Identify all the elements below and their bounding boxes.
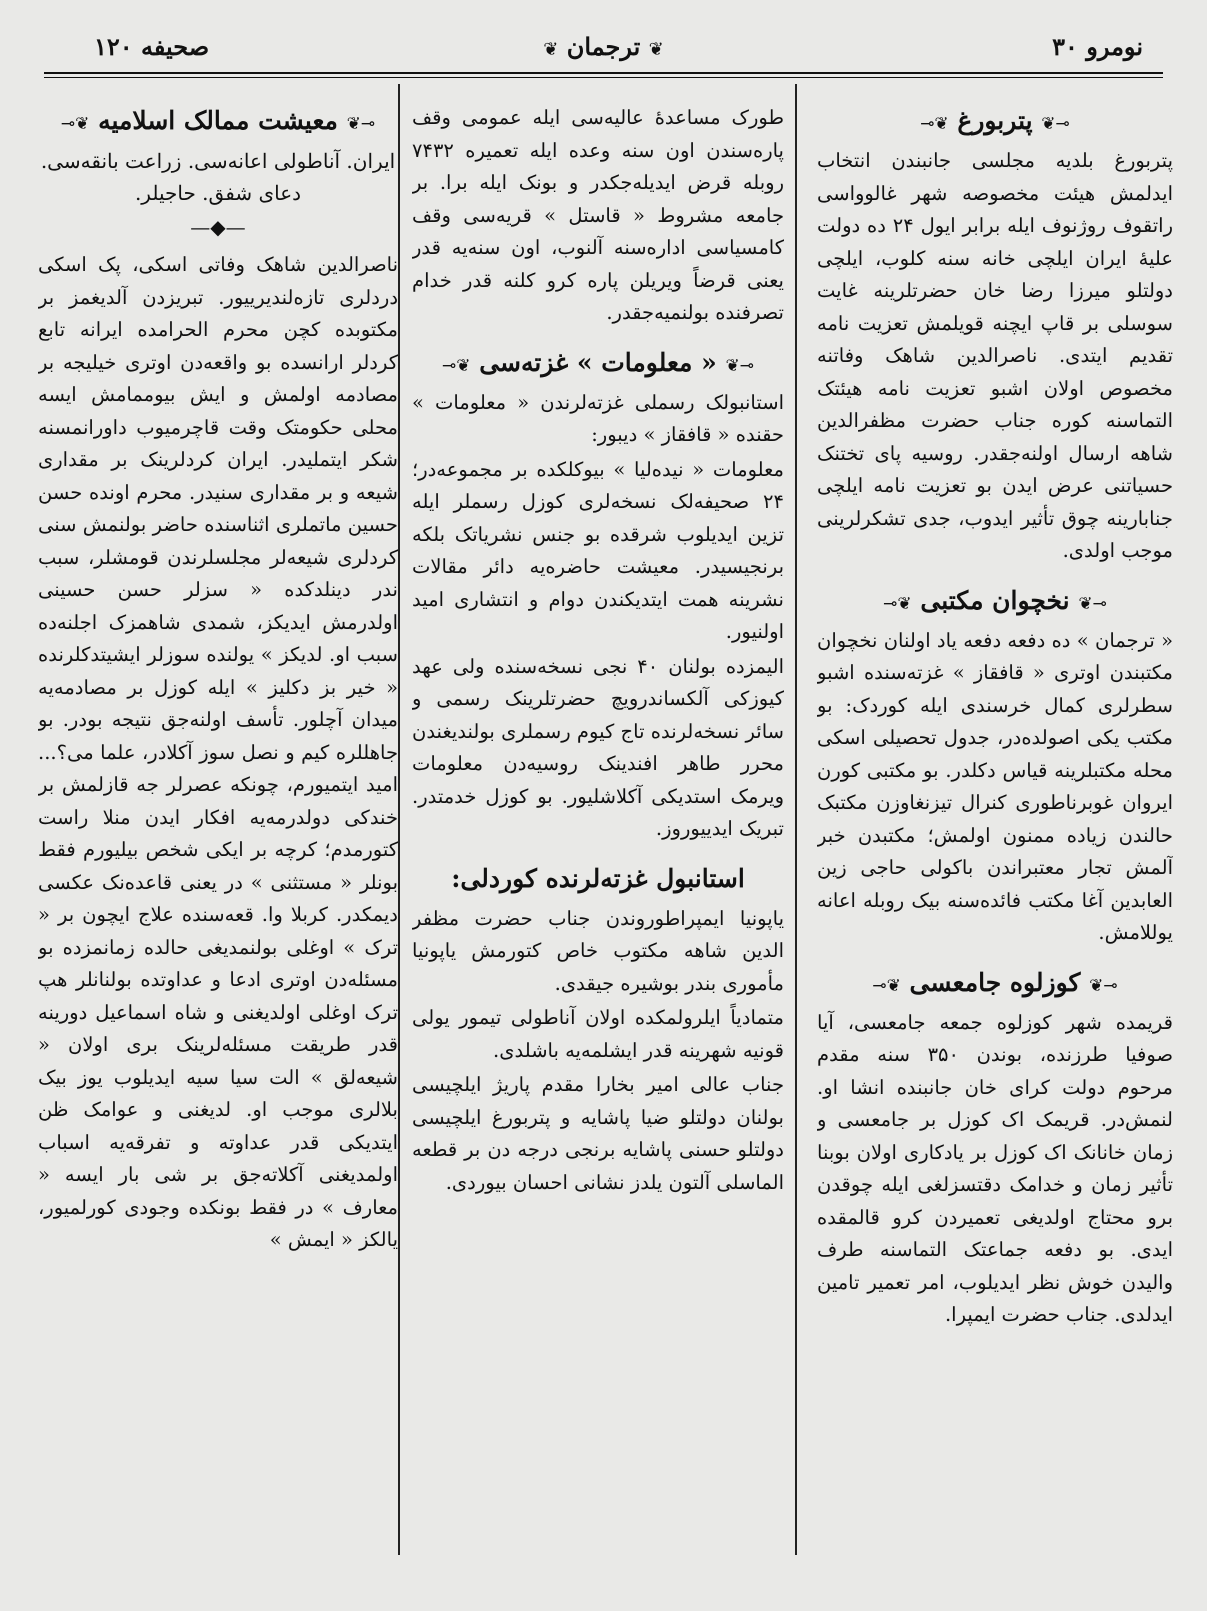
article-paragraph: قریمده شهر کوزلوه جمعه جامعسی، آیا صوفیا طرزنده، بوندن ۳۵۰ سنه مقدم مرحوم دولت کرای خان جانبنده انشا او. لنمش‌در. قریمک اک کوزل بر جامعسی و زمان خانانک اک کوزل بر یادکاری اولان بوبنا تأثیر زمان و خدامک دقتسزلغی ایله چوقدن برو محتاج اولدیغی تعمیردن کرو قالمقده ایدی. بو دفعه جماعتک التماسنه طرف والیدن خوش نظر ایدیلوب، امر تعمیر تامین ایدلدی. جناب حضرت ایمپرا.: [817, 1010, 1173, 1326]
column-right: [817, 88, 1173, 1551]
header-rule-thin: [44, 77, 1163, 78]
page-header: [44, 28, 1163, 74]
ornament-icon: ⊸❦: [1078, 593, 1107, 614]
ornament-icon: ⊸❦: [346, 114, 376, 134]
ornament-icon: ⊸❦: [725, 355, 754, 376]
ornament-icon: ❦⊸: [60, 114, 90, 134]
ornament-icon: ❦⊸: [442, 355, 471, 376]
issue-number-label: نومرو ۳۰: [1052, 32, 1143, 61]
newspaper-title: [44, 32, 1163, 61]
ornament-icon: ❦⊸: [883, 593, 912, 614]
section-title-istanbul: استانبول غزته‌لرنده کوردلی:: [451, 863, 745, 893]
newspaper-title-text: ترجمان: [566, 32, 641, 61]
section-divider: —◆—: [190, 215, 246, 239]
ornament-icon: ❦: [543, 39, 559, 60]
article-paragraph: الیمزده بولنان ۴۰ نجی نسخه‌سنده ولی عهد کیوزکی آلکساندرویچ حضرتلرینک رسمی و سائر نسخه‌لرنده تاج کیوم رسملری بولندیغندن محرر طاهر افندینک روسیه‌دن معلومات ویرمک استدیکی آکلاشلیور. بو کوزل خدمتدر. تبریک ایدییوروز.: [412, 654, 784, 840]
article-paragraph: معلومات « نیده‌لیا » بیوکلکده بر مجموعه‌در؛ ۲۴ صحیفه‌لک نسخه‌لری کوزل رسملر ایله تزین ایدیلوب شرقده بو جنس نشریاتک بلکه برنجیسیدر. معیشت حاضره‌یه دائر مقالات نشرینه همت ایتدیکندن دوام و انتشاری امید اولنیور.: [412, 457, 784, 643]
article-paragraph: یاپونیا ایمپراطوروندن جناب حضرت مظفر الدین شاهه مکتوب خاص کتورمش یاپونیا مأموری بندر بوشیره جیقدی.: [412, 906, 784, 995]
section-subtitle: ایران. آناطولی اعانه‌سی. زراعت بانقه‌سی. دعای شفق. حاجیلر.: [40, 149, 396, 205]
column-middle: [412, 88, 784, 1551]
article-paragraph: « ترجمان » ده دفعه دفعه یاد اولنان نخچوان مکتبندن اوتری « قافقاز » غزته‌سنده اشبو سطرلری کمال خرسندی ایله کوردک: بو مکتب یکی اصولده‌در، جدول تحصیلی اسکی محله مکتبلرینه قیاس دکلدر. بو مکتبی کورن ایروان غوبرناطوری کنرال تیزنغاوزن مکتبک حالندن زیاده ممنون اولمش؛ مکتبدن خبر آلمش تجار معتبراندن باکولی حاجی زین العابدین آغا مکتب فائده‌سنه بیک روبله اعانه یوللامش.: [817, 628, 1173, 944]
section-title-petersburg: ⊸❦ پتربورغ ❦⊸: [920, 106, 1070, 135]
ornament-icon: ❦: [648, 39, 664, 60]
section-title-gozleve: ⊸❦ کوزلوه جامعسی ❦⊸: [872, 967, 1118, 997]
article-paragraph: طورک مساعدهٔ عالیه‌سی ایله عمومی وقف پاره‌سندن اون سنه وعده ایله تعمیره ۷۴۳۲ روبله قرض ایدیله‌جکدر و بونک ایله برا. بر جامعه مشروط « قاستل » قریه‌سی وقف کامسیاسی اداره‌سنه آلنوب، اون سنه‌یه قدر یعنی قرضاً ویریلن پاره کرو کلنه قدر خدام تصرفنده بولنمیه‌جقدر.: [412, 106, 784, 324]
article-paragraph: استانبولک رسملی غزته‌لرندن « معلومات » حقنده « قافقاز » دیبور:: [412, 390, 784, 446]
ornament-icon: ⊸❦: [1089, 975, 1118, 996]
ornament-icon: ❦⊸: [872, 975, 901, 996]
column-divider: [795, 84, 797, 1555]
page-number-label: صحیفه ۱۲۰: [94, 32, 210, 61]
section-title-nakhchivan: ⊸❦ نخچوان مکتبی ❦⊸: [883, 585, 1107, 615]
column-left: [38, 88, 398, 1551]
article-paragraph: متمادیاً ایلرولمکده اولان آناطولی تیمور یولی قونیه شهرینه قدر ایشلمه‌یه باشلدی.: [412, 1006, 784, 1062]
section-title-malumat: ⊸❦ « معلومات » غزته‌سی ❦⊸: [442, 347, 754, 377]
article-paragraph: ناصرالدین شاهک وفاتی اسکی، پک اسکی دردلری تازه‌لندیرییور. تبریزدن آلدیغمز بر مکتوبده کچن محرم الحرامده ایرانه تابع کردلر ارانسده بو واقعه‌دن اوتری خیلیجه بر مصادمه اولمش و ایش بیوممامش ایسه محلی حکومتک وقت قاچرمیوب داورانمسنه شکر ایتملیدر. ایران کردلرینک بر مقداری شیعه و بر مقداری سنیدر. محرم اونده حسن حسین ماتملری اثناسنده حاضر بولنمش سنی کردلری شیعه‌لر مجلسلرندن قومشلر، سبب ندر دینلدکده « سزلر حسن حسینی اولدرمش ایدیکز، شمدی شاهمزک اجلنه‌ده سبب او. لدیکز » یولنده سوزلر ایشیتدکلرنده « خیر بز دکلیز » ایله کوزل بر مصادمه‌یه میدان آچلور. تأسف اولنه‌جق نتیجه بودر. بو جاهللره کیم و نصل سوز آکلادر، علما می؟... امید ایتمیورم، چونکه عصرلر جه قازلمش بر خندکی دولدرمه‌یه افکار ایدن منلا راست کتورمدم؛ کرچه بر ایکی شخص بیلیورم فقط بونلر « مستثنی » در یعنی قاعده‌نک عکسی دیمکدر. کربلا وا. قعه‌سنده علاج ایچون بر « ترک » اوغلی بولنمدیغی حالده زمانمزده بو مسئله‌دن اوتری ادعا و عداوتده بولنانلر هپ ترک اوغلی اولدیغنی و شاه اسماعیل دورینه قدر طریقت مسئله‌لرینک بری اولان « شیعه‌لق » الت سیا سیه ایدیلوب یوز بیک بلالری موجب او. لدیغنی و عوامک ظن ایتدیکی قدر عداوته و تفرقه‌یه اسباب اولمدیغنی آکلاته‌جق بر شی بار ایسه « معارف » در فقط بونکده وجودی کورلمیور، یالکز « ایمش »: [38, 253, 398, 1251]
ornament-icon: ⊸❦: [1041, 114, 1070, 134]
section-title-islamic: ⊸❦ معیشت ممالک اسلامیه ❦⊸: [60, 106, 376, 135]
article-paragraph: پتربورغ بلدیه مجلسی جانبندن انتخاب ایدلمش هیئت مخصوصه شهر غالوواسی راتقوف روژنوف ایله برابر ایول ۲۴ ده دولت علیهٔ ایران ایلچی خانه سنه کلوب، ایلچی دولتلو میرزا رضا خان حضرتلرینه غایت سوسلی بر قاپ ایچنه قویلمش تعزیت نامه تقدیم ایتدی. ناصرالدین شاهک وفاتنه مخصوص اولان اشبو تعزیت نامه هیئتک التماسنه کوره جناب حضرت مظفرالدین شاهه ارسال اولنه‌جقدر. روسیه پای تختنک حسیاتنی عرض ایدن بو تعزیت نامه ایلچی جنابارینه چوق تأثیر ایدوب، جدی تشکرلرینی موجب اولدی.: [817, 149, 1173, 562]
column-divider: [398, 84, 400, 1555]
header-rule: [44, 72, 1163, 74]
article-paragraph: جناب عالی امیر بخارا مقدم پاریژ ایلچیسی بولنان دولتلو ضیا پاشایه و پتربورغ ایلچیسی دولتلو حسنی پاشایه برنجی درجه دن بر قطعه الماسلی آلتون یلدز نشانی احسان بیوردی.: [412, 1073, 784, 1194]
ornament-icon: ❦⊸: [920, 114, 949, 134]
